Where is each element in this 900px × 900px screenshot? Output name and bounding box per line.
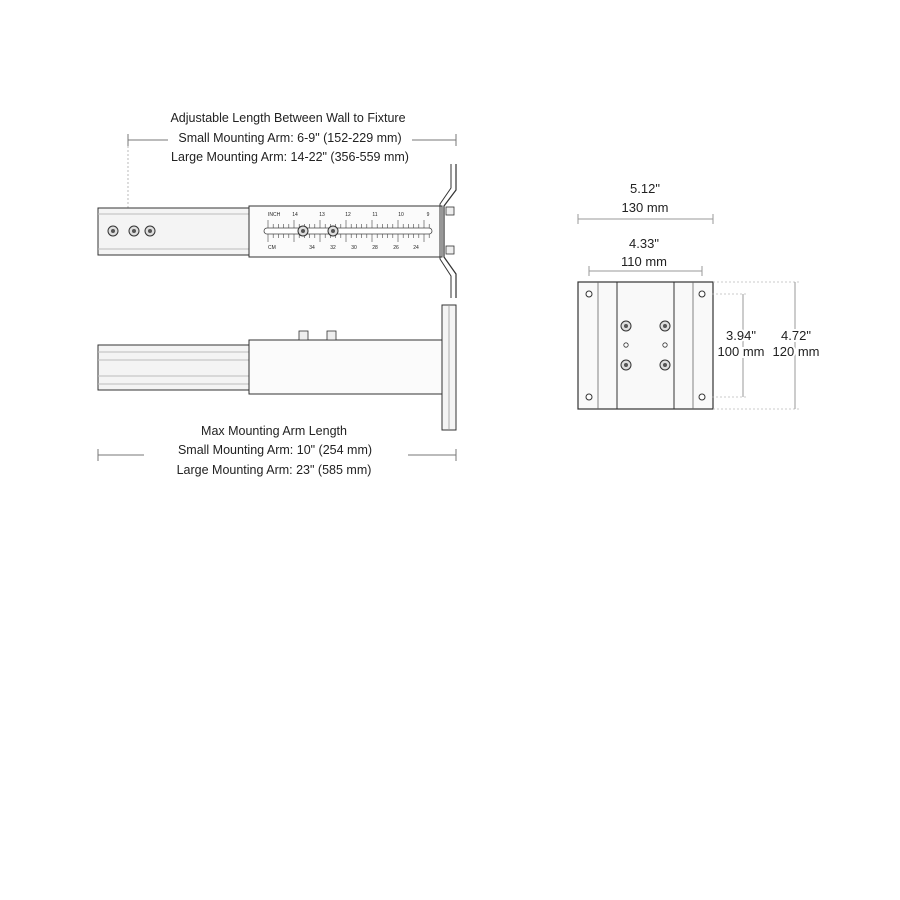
plate-inner-width-inches: 4.33" <box>629 236 659 251</box>
screw-center <box>148 229 152 233</box>
screw-center <box>111 229 115 233</box>
cm-tick-label: 34 <box>309 245 315 251</box>
locking-knob <box>299 331 308 340</box>
scale-slot <box>264 228 432 234</box>
small-arm-adjustable-range: Small Mounting Arm: 6-9" (152-229 mm) <box>178 131 402 145</box>
cm-scale-label: CM <box>268 245 276 251</box>
bracket-bolt <box>446 207 454 215</box>
max-length-annotation <box>98 424 456 477</box>
adjustable-length-annotation <box>128 111 456 215</box>
inch-tick-label: 10 <box>398 212 404 218</box>
mounting-plate-diagram <box>578 181 819 409</box>
plate-outer-height-mm: 120 mm <box>772 344 820 359</box>
inch-scale-label: INCH <box>268 212 281 218</box>
max-length-title: Max Mounting Arm Length <box>201 424 347 438</box>
cm-tick-label: 24 <box>413 245 419 251</box>
plate-outer-width-mm: 130 mm <box>621 200 669 215</box>
outer-tube-side <box>249 340 442 394</box>
plate-inner-height-inches: 3.94" <box>726 328 756 343</box>
bolt-center <box>624 363 628 367</box>
corner-mounting-hole <box>699 291 705 297</box>
plate-inner-width-mm: 110 mm <box>621 254 667 269</box>
large-arm-adjustable-range: Large Mounting Arm: 14-22" (356-559 mm) <box>171 150 409 164</box>
cm-tick-label: 30 <box>351 245 357 251</box>
inch-tick-label: 11 <box>372 212 378 218</box>
cm-tick-label: 26 <box>393 245 399 251</box>
cm-tick-label: 32 <box>330 245 336 251</box>
cm-tick-label: 28 <box>372 245 378 251</box>
inch-tick-label: 14 <box>292 212 298 218</box>
locking-knob <box>327 331 336 340</box>
inch-tick-label: 12 <box>345 212 351 218</box>
bracket-bolt <box>446 246 454 254</box>
inner-bar-screws <box>108 226 155 236</box>
inner-sliding-bar <box>98 208 250 255</box>
bolt-center <box>624 324 628 328</box>
large-arm-max-length: Large Mounting Arm: 23" (585 mm) <box>176 463 372 477</box>
screw-center <box>331 229 335 233</box>
arm-top-view <box>98 164 456 298</box>
plate-outer-width-inches: 5.12" <box>630 181 660 196</box>
bolt-center <box>663 324 667 328</box>
corner-mounting-hole <box>586 394 592 400</box>
screw-center <box>132 229 136 233</box>
small-center-hole <box>624 343 628 347</box>
small-center-hole <box>663 343 667 347</box>
plate-inner-height-mm: 100 mm <box>717 344 765 359</box>
inch-tick-label: 13 <box>319 212 325 218</box>
screw-center <box>301 229 305 233</box>
plate-outer-height-inches: 4.72" <box>781 328 811 343</box>
bent-mounting-bracket <box>444 164 456 298</box>
small-arm-max-length: Small Mounting Arm: 10" (254 mm) <box>177 443 373 457</box>
bolt-center <box>663 363 667 367</box>
inch-tick-label: 9 <box>426 212 430 218</box>
arm-side-view <box>98 305 456 430</box>
corner-mounting-hole <box>586 291 592 297</box>
adjustable-length-title: Adjustable Length Between Wall to Fixture <box>170 111 406 125</box>
corner-mounting-hole <box>699 394 705 400</box>
